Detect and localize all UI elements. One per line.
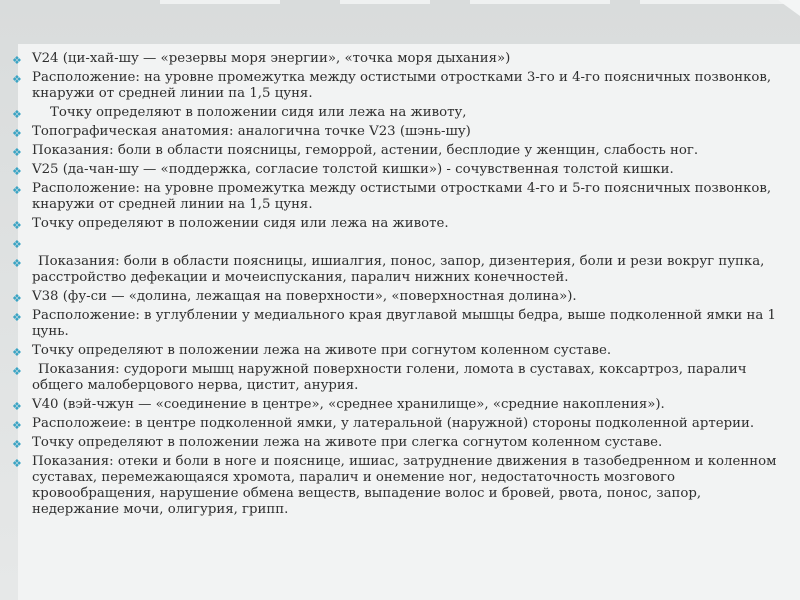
list-item bbox=[0, 435, 790, 451]
diamond-bullet-icon: ❖ bbox=[12, 165, 22, 178]
decorative-stripe bbox=[340, 0, 430, 4]
diamond-bullet-icon: ❖ bbox=[12, 184, 22, 197]
diamond-bullet-icon: ❖ bbox=[12, 438, 22, 451]
diamond-bullet-icon: ❖ bbox=[12, 238, 22, 251]
list-item bbox=[0, 254, 790, 286]
diamond-bullet-icon: ❖ bbox=[12, 419, 22, 432]
diamond-bullet-icon: ❖ bbox=[12, 108, 22, 121]
list-item bbox=[0, 454, 790, 518]
list-item bbox=[0, 70, 790, 102]
item-text: Точку определяют в положении сидя или лежа на животу, bbox=[50, 105, 467, 120]
list-item bbox=[0, 289, 790, 305]
diamond-bullet-icon: ❖ bbox=[12, 292, 22, 305]
decorative-stripe bbox=[160, 0, 280, 4]
list-item bbox=[0, 216, 790, 232]
list-item bbox=[0, 181, 790, 213]
diamond-bullet-icon: ❖ bbox=[12, 73, 22, 86]
item-text: Показания: боли в области поясницы, ишиалгия, понос, запор, дизентерия, боли и рези вокруг пупка, расстройство дефекации и мочеиспускания, паралич нижних конечностей. bbox=[32, 254, 765, 285]
item-text: Расположение: на уровне промежутка между остистыми отростками 3-го и 4-го поясничных позвонков, кнаружи от средней линии па 1,5 цуня. bbox=[32, 70, 772, 101]
item-text: Точку определяют в положении лежа на животе при слегка согнутом коленном суставе. bbox=[32, 435, 663, 450]
item-text: Расположение: в углублении у медиального края двуглавой мышцы бедра, выше подколенной ямки на 1 цунь. bbox=[32, 308, 776, 339]
list-item bbox=[0, 362, 790, 394]
decorative-stripe bbox=[470, 0, 610, 4]
item-text: V24 (ци-хай-шу — «резервы моря энергии», «точка моря дыхания») bbox=[32, 51, 511, 66]
diamond-bullet-icon: ❖ bbox=[12, 127, 22, 140]
item-text: Точку определяют в положении сидя или лежа на животе. bbox=[32, 216, 449, 231]
list-item bbox=[0, 162, 790, 178]
diamond-bullet-icon: ❖ bbox=[12, 146, 22, 159]
diamond-bullet-icon: ❖ bbox=[12, 54, 22, 67]
list-item bbox=[0, 416, 790, 432]
diamond-bullet-icon: ❖ bbox=[12, 365, 22, 378]
list-item bbox=[0, 51, 790, 67]
item-text: V25 (да-чан-шу — «поддержка, согласие толстой кишки») - сочувственная толстой кишки. bbox=[32, 162, 674, 177]
item-text: V40 (вэй-чжун — «соединение в центре», «среднее хранилище», «средние накопления»). bbox=[32, 397, 665, 412]
diamond-bullet-icon: ❖ bbox=[12, 257, 22, 270]
bullet-list bbox=[0, 51, 790, 521]
list-item bbox=[0, 308, 790, 340]
item-text: Расположеие: в центре подколенной ямки, у латеральной (наружной) стороны подколенной артерии. bbox=[32, 416, 755, 431]
item-text: Расположение: на уровне промежутка между остистыми отростками 4-го и 5-го поясничных позвонков, кнаружи от средней линии на 1,5 цуня. bbox=[32, 181, 772, 212]
diamond-bullet-icon: ❖ bbox=[12, 346, 22, 359]
diamond-bullet-icon: ❖ bbox=[12, 400, 22, 413]
list-item bbox=[0, 397, 790, 413]
diamond-bullet-icon: ❖ bbox=[12, 311, 22, 324]
diamond-bullet-icon: ❖ bbox=[12, 219, 22, 232]
list-item bbox=[0, 235, 790, 251]
list-item bbox=[0, 105, 790, 121]
list-item bbox=[0, 343, 790, 359]
item-text: V38 (фу-си — «долина, лежащая на поверхности», «поверхностная долина»). bbox=[32, 289, 577, 304]
item-text: Показания: отеки и боли в ноге и пояснице, ишиас, затруднение движения в тазобедренном и коленном суставах, перемежающаяся хромота, паралич и онемение ног, недостаточность мозгового кровообращения, нарушение обмена веществ, выпадение волос и бровей, рвота, понос, запор, недержание мочи, олигурия, грипп. bbox=[32, 454, 777, 517]
list-item bbox=[0, 143, 790, 159]
item-text: Топографическая анатомия: аналогична точке V23 (шэнь-шу) bbox=[32, 124, 471, 139]
corner-decoration bbox=[760, 0, 800, 22]
diamond-bullet-icon: ❖ bbox=[12, 457, 22, 470]
item-text: Показания: боли в области поясницы, геморрой, астении, бесплодие у женщин, слабость ног. bbox=[32, 143, 699, 158]
item-text: Показания: судороги мышц наружной поверхности голени, ломота в суставах, коксартроз, паралич общего малоберцового нерва, цистит, анурия. bbox=[32, 362, 747, 393]
item-text: Точку определяют в положении лежа на животе при согнутом коленном суставе. bbox=[32, 343, 612, 358]
list-item bbox=[0, 124, 790, 140]
